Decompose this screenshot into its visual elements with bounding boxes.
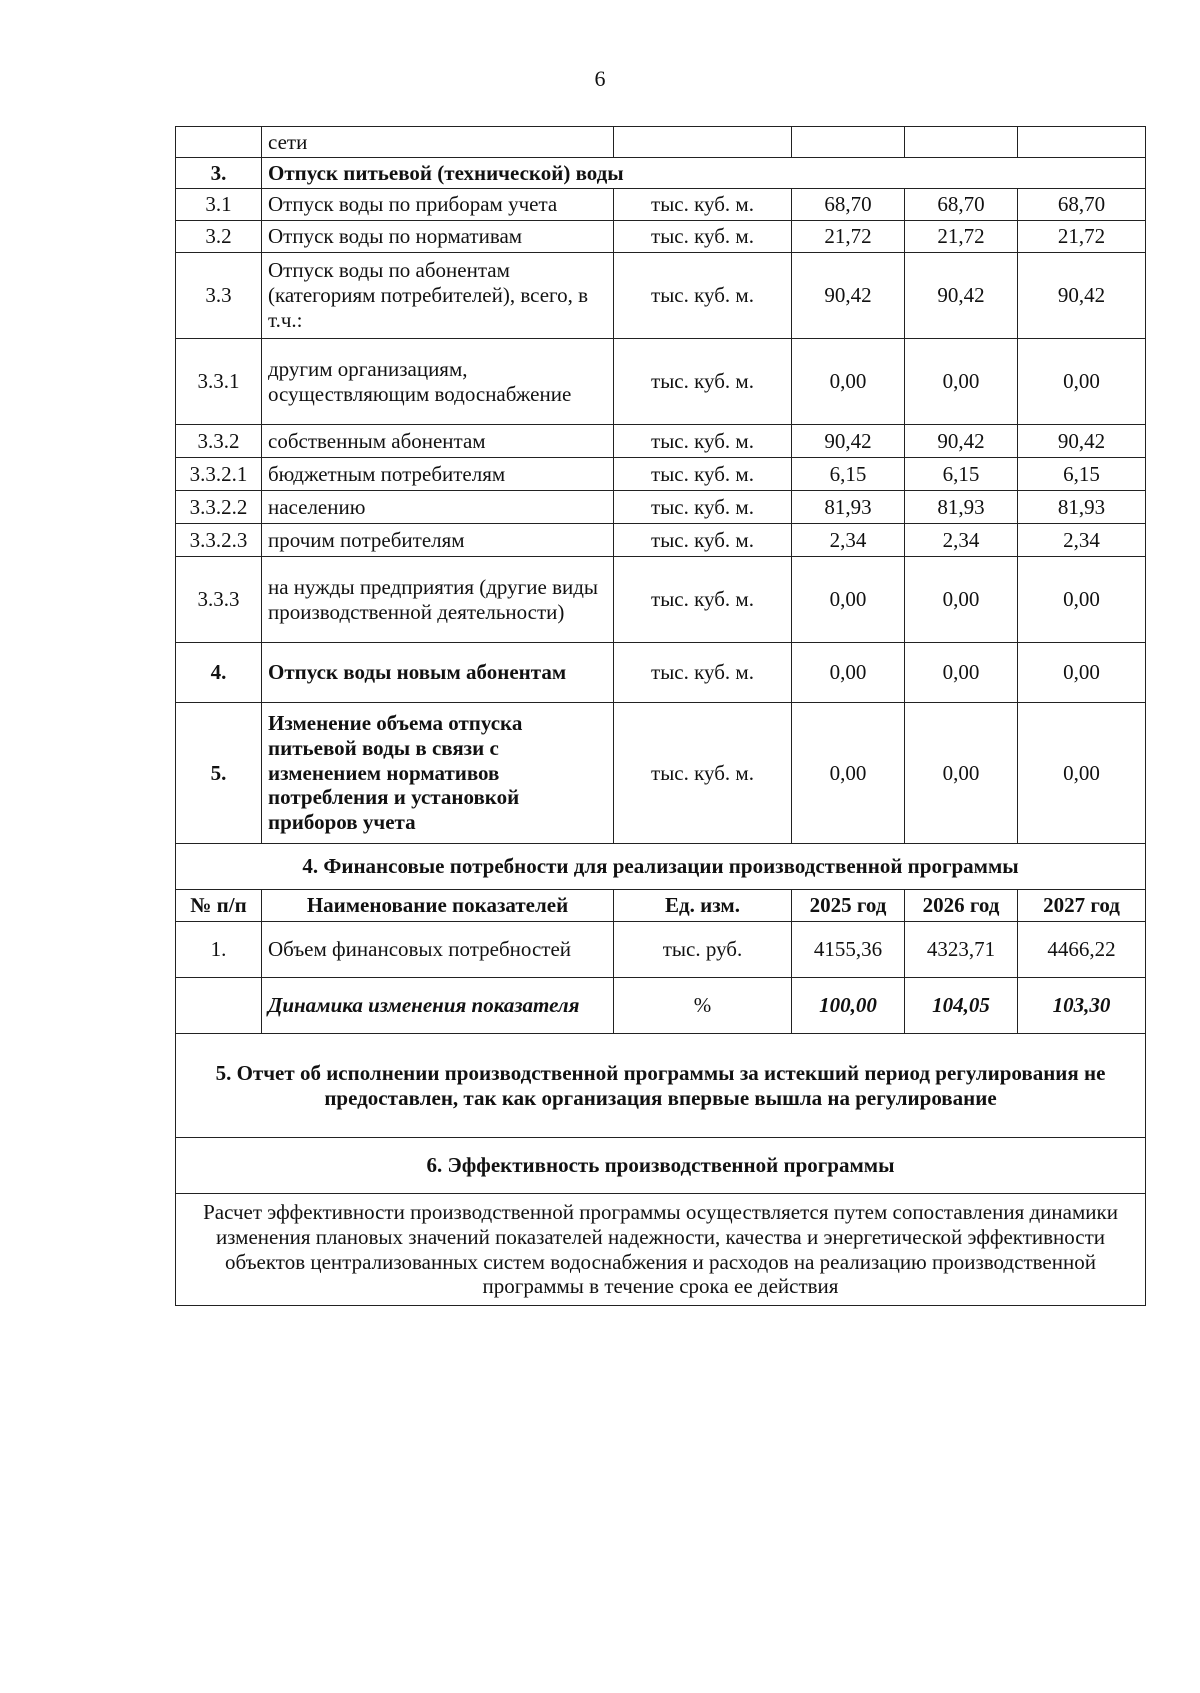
row-number: 4. (176, 643, 262, 703)
value-2026: 0,00 (905, 643, 1018, 703)
value-2025: 68,70 (792, 189, 905, 221)
production-program-table (175, 126, 1146, 1306)
value-2026: 0,00 (905, 703, 1018, 844)
row-number: 1. (176, 922, 262, 978)
row-unit: тыс. куб. м. (614, 703, 792, 844)
row-number: 3.1 (176, 189, 262, 221)
row-name: Отпуск воды по приборам учета (262, 189, 614, 221)
value-2025: 90,42 (792, 253, 905, 339)
value-2025: 0,00 (792, 643, 905, 703)
value-2026: 90,42 (905, 253, 1018, 339)
header-2027: 2027 год (1018, 890, 1146, 922)
value-2026: 0,00 (905, 339, 1018, 425)
table-row (176, 922, 1146, 978)
value-2025: 0,00 (792, 703, 905, 844)
row-unit: тыс. куб. м. (614, 339, 792, 425)
value-2026: 81,93 (905, 491, 1018, 524)
row-unit: тыс. куб. м. (614, 189, 792, 221)
header-unit: Ед. изм. (614, 890, 792, 922)
row-number: 3.3.1 (176, 339, 262, 425)
value-2027: 6,15 (1018, 458, 1146, 491)
value-2027: 4466,22 (1018, 922, 1146, 978)
row-name: собственным абонентам (262, 425, 614, 458)
row-unit: тыс. руб. (614, 922, 792, 978)
value-2025: 0,00 (792, 339, 905, 425)
row-name: другим организациям, осуществляющим водоснабжение (262, 339, 614, 425)
row-name: Отпуск воды по абонентам (категориям потребителей), всего, в т.ч.: (262, 253, 614, 339)
value-2027: 0,00 (1018, 643, 1146, 703)
value-2025: 81,93 (792, 491, 905, 524)
row-unit: тыс. куб. м. (614, 425, 792, 458)
table-row (176, 458, 1146, 491)
row-name: сети (262, 127, 614, 158)
finance-header-row (176, 890, 1146, 922)
row-unit: тыс. куб. м. (614, 458, 792, 491)
value-2027: 0,00 (1018, 703, 1146, 844)
value-2027: 103,30 (1018, 978, 1146, 1034)
row-name: Отпуск воды по нормативам (262, 221, 614, 253)
row-unit: тыс. куб. м. (614, 253, 792, 339)
row-name: на нужды предприятия (другие виды производственной деятельности) (262, 557, 614, 643)
row-name: Отпуск воды новым абонентам (262, 643, 614, 703)
header-num: № п/п (176, 890, 262, 922)
value-2026: 2,34 (905, 524, 1018, 557)
value-2025: 90,42 (792, 425, 905, 458)
row-number: 3.2 (176, 221, 262, 253)
row-number: 5. (176, 703, 262, 844)
table-row (176, 253, 1146, 339)
table-row (176, 703, 1146, 844)
row-number (176, 978, 262, 1034)
value-2025: 100,00 (792, 978, 905, 1034)
table-row (176, 221, 1146, 253)
row-name: Динамика изменения показателя (262, 978, 614, 1034)
value-2027: 90,42 (1018, 425, 1146, 458)
value-2026: 0,00 (905, 557, 1018, 643)
row-unit: тыс. куб. м. (614, 524, 792, 557)
header-2025: 2025 год (792, 890, 905, 922)
row-name: Изменение объема отпуска питьевой воды в связи с изменением нормативов потребления и установкой приборов учета (262, 703, 614, 844)
value-2027: 90,42 (1018, 253, 1146, 339)
value-2026: 4323,71 (905, 922, 1018, 978)
row-unit: тыс. куб. м. (614, 557, 792, 643)
value-2027: 2,34 (1018, 524, 1146, 557)
table-row (176, 978, 1146, 1034)
section-4-title: 4. Финансовые потребности для реализации производственной программы (176, 844, 1146, 890)
value-2027: 0,00 (1018, 557, 1146, 643)
row-number: 3.3.2.1 (176, 458, 262, 491)
table-row (176, 643, 1146, 703)
value-2025: 21,72 (792, 221, 905, 253)
value-2025: 2,34 (792, 524, 905, 557)
row-name: бюджетным потребителям (262, 458, 614, 491)
table-row (176, 1138, 1146, 1194)
value-2025: 0,00 (792, 557, 905, 643)
row-unit: тыс. куб. м. (614, 491, 792, 524)
value-2027: 81,93 (1018, 491, 1146, 524)
table-row (176, 339, 1146, 425)
row-unit: % (614, 978, 792, 1034)
row-name: населению (262, 491, 614, 524)
row-name: Объем финансовых потребностей (262, 922, 614, 978)
row-number: 3.3.2 (176, 425, 262, 458)
header-name: Наименование показателей (262, 890, 614, 922)
value-2027: 21,72 (1018, 221, 1146, 253)
value-2027: 0,00 (1018, 339, 1146, 425)
value-2026: 90,42 (905, 425, 1018, 458)
table-row (176, 425, 1146, 458)
section-3-title: Отпуск питьевой (технической) воды (262, 158, 1146, 189)
row-number: 3.3.2.3 (176, 524, 262, 557)
table-row (176, 557, 1146, 643)
value-2026: 68,70 (905, 189, 1018, 221)
table-row (176, 127, 1146, 158)
row-name: прочим потребителям (262, 524, 614, 557)
section-6-title: 6. Эффективность производственной программы (176, 1138, 1146, 1194)
value-2027: 68,70 (1018, 189, 1146, 221)
value-2026: 104,05 (905, 978, 1018, 1034)
table-row (176, 1034, 1146, 1138)
table-row (176, 844, 1146, 890)
row-number: 3.3 (176, 253, 262, 339)
row-number: 3.3.2.2 (176, 491, 262, 524)
value-2025: 4155,36 (792, 922, 905, 978)
value-2026: 21,72 (905, 221, 1018, 253)
row-number: 3. (176, 158, 262, 189)
value-2026: 6,15 (905, 458, 1018, 491)
table-row (176, 491, 1146, 524)
row-unit: тыс. куб. м. (614, 221, 792, 253)
page-number: 6 (594, 66, 606, 91)
section-5-title: 5. Отчет об исполнении производственной программы за истекший период регулирования не предоставлен, так как организация впервые вышла на регулирование (176, 1034, 1146, 1138)
table-row (176, 524, 1146, 557)
value-2025: 6,15 (792, 458, 905, 491)
row-number: 3.3.3 (176, 557, 262, 643)
table-row (176, 158, 1146, 189)
table-row (176, 189, 1146, 221)
table-row (176, 1194, 1146, 1306)
header-2026: 2026 год (905, 890, 1018, 922)
row-unit: тыс. куб. м. (614, 643, 792, 703)
section-6-text: Расчет эффективности производственной программы осуществляется путем сопоставления динамики изменения плановых значений показателей надежности, качества и энергетической эффективности объектов централизованных систем водоснабжения и расходов на реализацию производственной программы в течение срока ее действия (176, 1194, 1146, 1306)
